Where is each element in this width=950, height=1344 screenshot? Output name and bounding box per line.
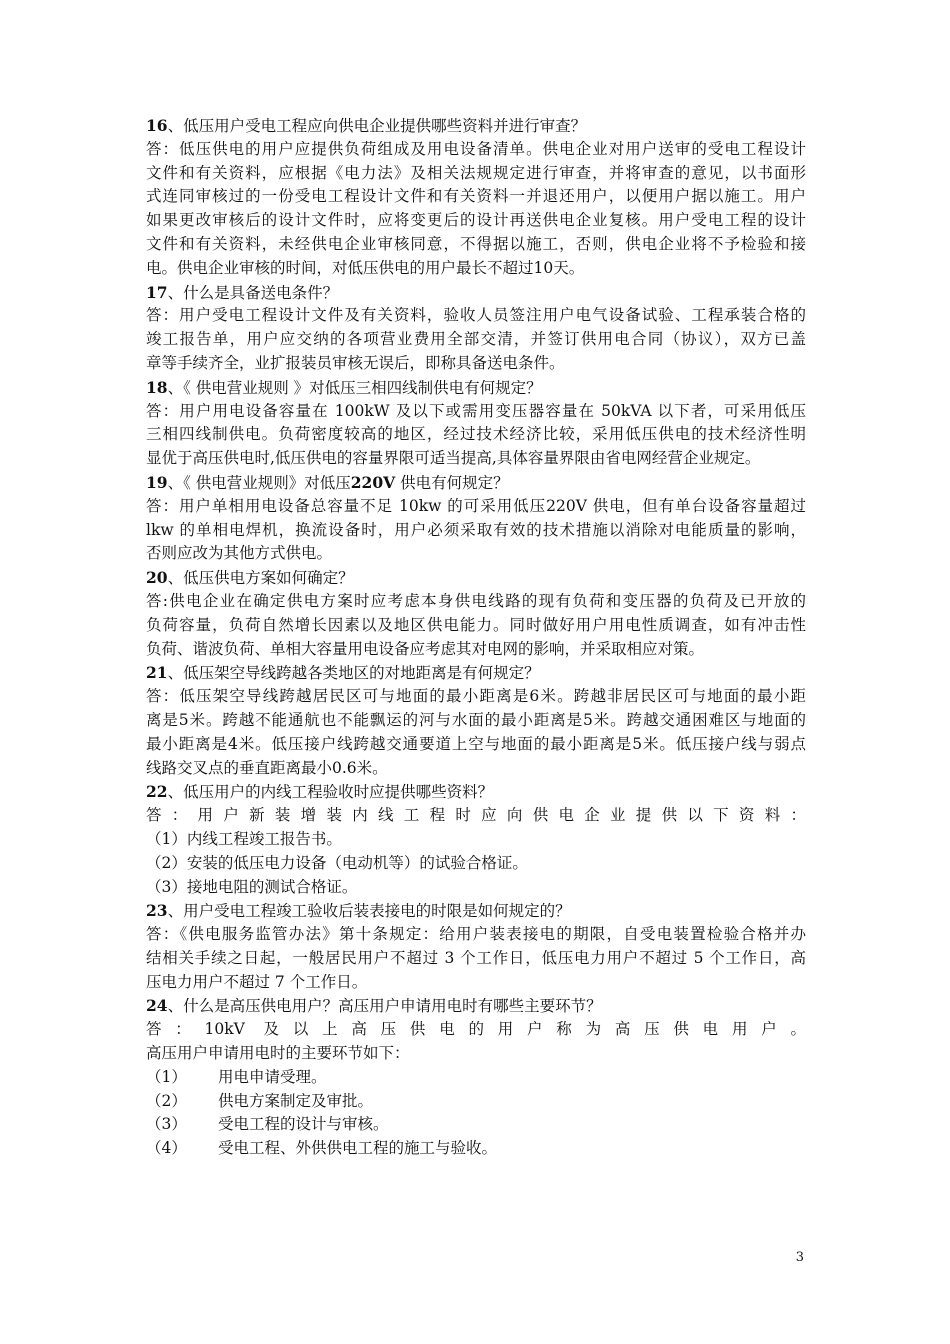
answer-line: lkw 的单相电焊机，换流设备时，用户必须采取有效的技术措施以消除对电能质量的影响， [146, 520, 806, 539]
list-item-label: （1） [146, 1067, 187, 1086]
answer-line: 显优于高压供电时,低压供电的容量界限可适当提高,具体容量界限由省电网经营企业规定。 [146, 449, 761, 468]
list-item-label: （2） [146, 1091, 187, 1110]
list-item-text: 用电申请受理。 [218, 1067, 327, 1086]
list-item [146, 1066, 806, 1090]
page-number: 3 [795, 1250, 804, 1265]
question-number: 22 [146, 782, 168, 802]
question-number: 16 [146, 116, 168, 135]
list-item [146, 1113, 806, 1137]
answer-line: 否则应改为其他方式供电。 [146, 544, 333, 563]
question-text: 、低压用户受电工程应向供电企业提供哪些资料并进行审查？ [167, 117, 587, 135]
answer-line: 式连同审核过的一份受电工程设计文件和有关资料一并退还用户，以便用户据以施工。用户 [146, 187, 806, 206]
question-text: 、什么是高压供电用户？高压用户申请用电时有哪些主要环节？ [167, 997, 602, 1016]
answer-line: （3）接地电阻的测试合格证。 [146, 877, 358, 896]
list-item [146, 1137, 806, 1161]
answer-line: （1）内线工程竣工报告书。 [146, 829, 342, 848]
answer-line: 三相四线制供电。负荷密度较高的地区，经过技术经济比较，采用低压供电的技术经济性明 [146, 425, 806, 444]
question-bold-text: 220V [350, 472, 396, 492]
answer-line: 答：低压架空导线跨越居民区可与地面的最小距离是6米。跨越非居民区可与地面的最小距 [146, 687, 806, 706]
question-heading [146, 661, 806, 685]
question-number: 21 [146, 663, 168, 683]
answer-line: 答：用户用电设备容量在 100kW 及以下或需用变压器容量在 50kVA 以下者，可采用低压 [146, 401, 806, 420]
answer-line: 压电力用户不超过 7 个工作日。 [146, 972, 368, 991]
list-item [146, 1090, 806, 1114]
answer-line: 高压用户申请用电时的主要环节如下： [146, 1044, 410, 1063]
question-number: 18 [146, 377, 168, 397]
question-heading [146, 114, 806, 138]
question-text: 、低压供电方案如何确定？ [167, 569, 354, 588]
answer-line: 章等手续齐全，业扩报装员审核无误后，即称具备送电条件。 [146, 353, 565, 372]
question-text: 、《 供电营业规则》对低压 [167, 473, 351, 492]
question-heading [146, 994, 806, 1018]
question-heading [146, 376, 806, 400]
question-number: 17 [146, 282, 168, 302]
question-text: 、低压用户的内线工程验收时应提供哪些资料？ [167, 783, 494, 802]
question-text: 、低压架空导线跨越各类地区的对地距离是有何规定？ [167, 664, 540, 683]
question-number: 23 [146, 901, 168, 921]
answer-line: 文件和有关资料，应根据《电力法》及相关法规规定进行审查，并将审查的意见，以书面形 [146, 163, 806, 182]
answer-line: 竣工报告单，用户应交纳的各项营业费用全部交清，并签订供用电合同（协议），双方已盖 [146, 330, 806, 349]
question-heading [146, 780, 806, 804]
answer-line: 线路交叉点的垂直距离最小0.6米。 [146, 758, 388, 777]
answer-line: 最小距离是4米。低压接户线跨越交通要道上空与地面的最小距离是5米。低压接户线与弱点 [146, 734, 806, 753]
answer-line: 文件和有关资料，未经供电企业审核同意，不得据以施工，否则，供电企业将不予检验和接 [146, 234, 806, 253]
answer-line: 答：10kV 及以上高压供电的用户称为高压供电用户。 [146, 1020, 806, 1039]
document-body [146, 114, 806, 1161]
list-item-label: （3） [146, 1115, 187, 1134]
answer-line: （2）安装的低压电力设备（电动机等）的试验合格证。 [146, 853, 528, 872]
question-number: 24 [146, 996, 168, 1016]
answer-line: 答：《供电服务监管办法》第十条规定：给用户装表接电的期限，自受电装置检验合格并办 [146, 925, 806, 944]
question-text: 、《 供电营业规则 》对低压三相四线制供电有何规定？ [167, 378, 542, 397]
answer-line: 离是5米。跨越不能通航也不能飘运的河与水面的最小距离是5米。跨越交通困难区与地面的 [146, 710, 806, 729]
answer-line: 答：用户受电工程设计文件及有关资料，验收人员签注用户电气设备试验、工程承装合格的 [146, 306, 806, 325]
question-heading [146, 281, 806, 305]
answer-line: 答：用户新装增装内线工程时应向供电企业提供以下资料： [146, 806, 806, 825]
answer-line: 答:供电企业在确定供电方案时应考虑本身供电线路的现有负荷和变压器的负荷及已开放的 [146, 591, 806, 610]
question-heading [146, 899, 806, 923]
question-heading [146, 471, 806, 495]
list-item-text: 受电工程、外供供电工程的施工与验收。 [218, 1139, 498, 1158]
question-number: 20 [146, 568, 168, 588]
question-heading [146, 566, 806, 590]
answer-line: 如果更改审核后的设计文件时，应将变更后的设计再送供电企业复核。用户受电工程的设计 [146, 211, 806, 230]
answer-line: 结相关手续之日起，一般居民用户不超过 3 个工作日，低压电力用户不超过 5 个工作日，高 [146, 948, 806, 967]
answer-line: 答：低压供电的用户应提供负荷组成及用电设备清单。供电企业对用户送审的受电工程设计 [146, 139, 806, 158]
list-item-text: 受电工程的设计与审核。 [218, 1115, 389, 1134]
answer-line: 电。供电企业审核的时间，对低压供电的用户最长不超过10天。 [146, 258, 585, 277]
question-number: 19 [146, 472, 168, 492]
answer-line: 答：用户单相用电设备总容量不足 10kw 的可采用低压220V 供电，但有单台设备容量超过 [146, 496, 806, 515]
question-text: 、什么是具备送电条件？ [167, 283, 339, 302]
answer-line: 负荷容量，负荷自然增长因素以及地区供电能力。同时做好用户用电性质调查，如有冲击性 [146, 615, 806, 634]
list-item-label: （4） [146, 1139, 187, 1158]
question-text-tail: 供电有何规定？ [395, 473, 509, 492]
list-item-text: 供电方案制定及审批。 [218, 1091, 374, 1110]
question-text: 、用户受电工程竣工验收后装表接电的时限是如何规定的？ [167, 902, 571, 921]
answer-line: 负荷、谐波负荷、单相大容量用电设备应考虑其对电网的影响，并采取相应对策。 [146, 639, 705, 658]
